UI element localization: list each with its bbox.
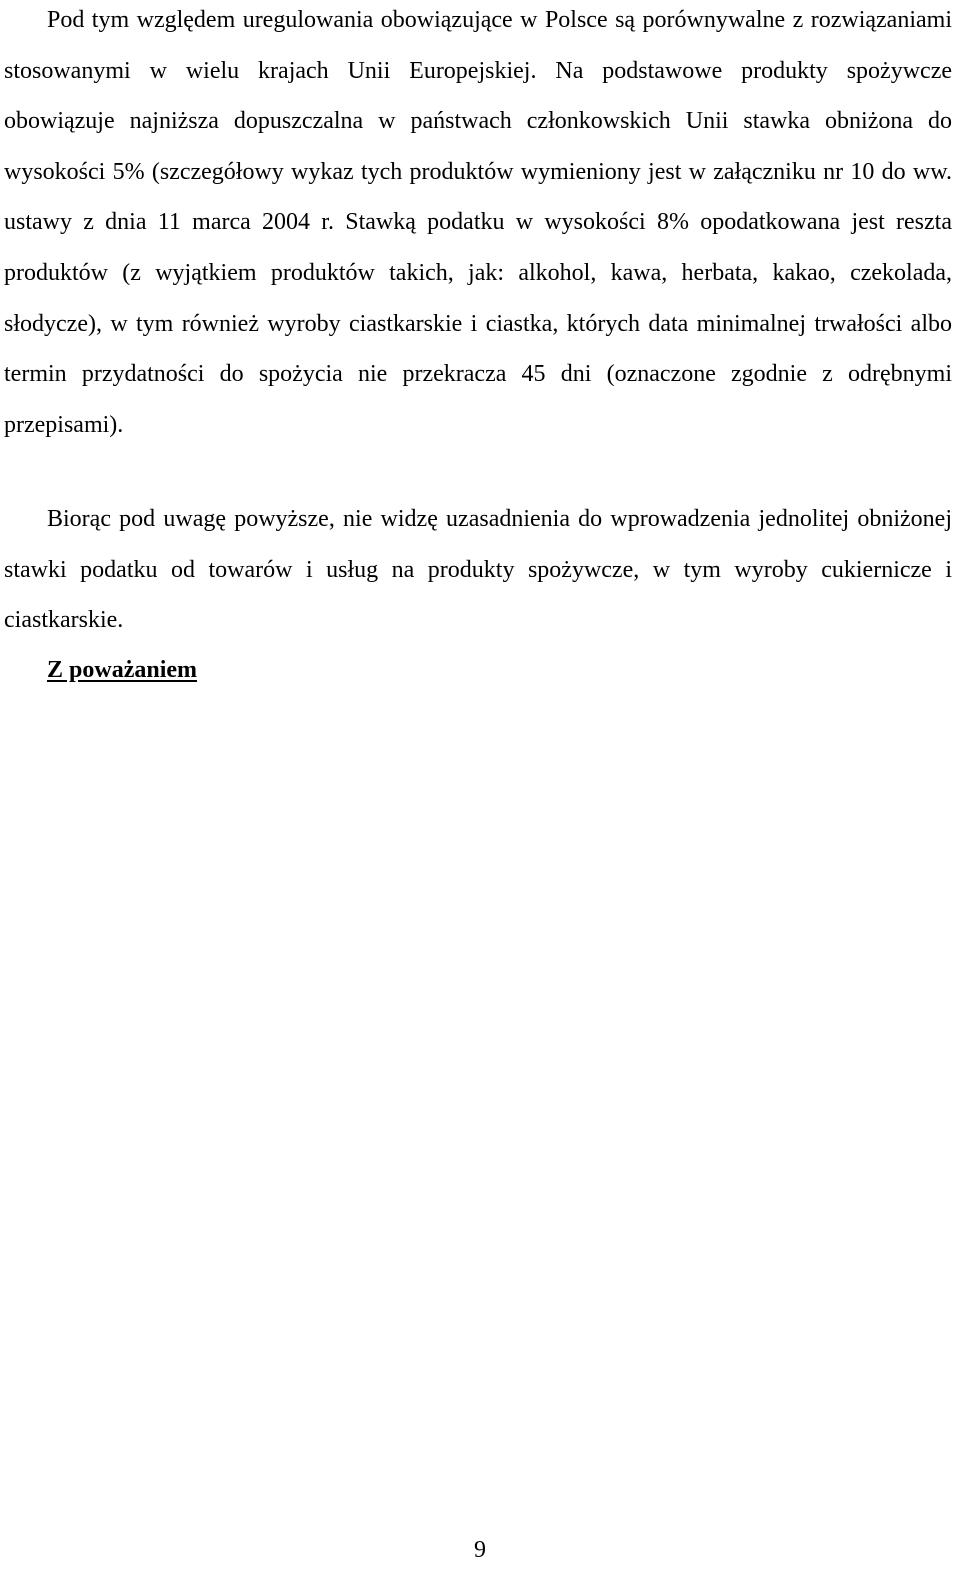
page-number: 9 [474,1537,486,1563]
paragraph-vat-regulations: Pod tym względem uregulowania obowiązujące w Polsce są porównywalne z rozwiązaniami stosowanymi w wielu krajach Unii Europejskiej. Na podstawowe produkty spożywcze obowiązuje najniższa dopuszczalna w państwach członkowskich Unii stawka obniżona do wysokości 5% (szczegółowy wykaz tych produktów wymieniony jest w załączniku nr 10 do ww. ustawy z dnia 11 marca 2004 r. Stawką podatku w wysokości 8% opodatkowana jest reszta produktów (z wyjątkiem produktów takich, jak: alkohol, kawa, herbata, kakao, czekolada, słodycze), w tym również wyroby ciastkarskie i ciastka, których data minimalnej trwałości albo termin przydatności do spożycia nie przekracza 45 dni (oznaczone zgodnie z odrębnymi przepisami). [4,7,952,438]
paragraph-conclusion: Biorąc pod uwagę powyższe, nie widzę uzasadnienia do wprowadzenia jednolitej obniżonej stawki podatku od towarów i usług na produkty spożywcze, w tym wyroby cukiernicze i ciastkarskie. [4,506,952,634]
closing-salutation: Z poważaniem [47,657,197,683]
